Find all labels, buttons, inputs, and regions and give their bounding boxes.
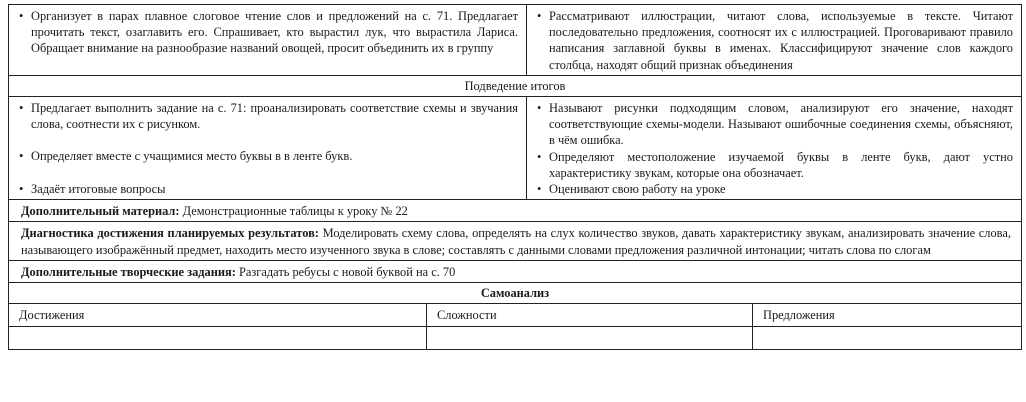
teacher-activity-cell: [9, 5, 527, 75]
bullet-icon: •: [537, 9, 542, 23]
list-item: [19, 8, 518, 57]
teacher-summary-cell: [9, 97, 527, 199]
list-item: [537, 181, 1013, 197]
extra-material-label: Дополнительный материал:: [21, 204, 180, 219]
difficulties-header: Сложности: [427, 304, 753, 326]
self-analysis-heading-row: [9, 282, 1021, 303]
difficulties-cell: [427, 327, 753, 349]
list-item: [19, 148, 518, 164]
self-analysis-empty-row: [9, 326, 1021, 349]
creative-tasks: [9, 261, 1021, 282]
bullet-icon: •: [19, 9, 24, 23]
diagnostics-row: [9, 221, 1021, 259]
teacher-summary-text-1: Предлагает выполнить задание на с. 71: проанализировать соответствие схемы и звучания слова, соотнести их с рисунком.: [31, 101, 518, 132]
achievements-header: Достижения: [9, 304, 427, 326]
diagnostics: [9, 222, 1021, 259]
teacher-activity-text: Организует в парах плавное слоговое чтение слов и предложений на с. 71. Предлагает прочитать текст, озаглавить его. Спрашивает, кто вырастил лук, что вырастила Лариса. Обращает внимание на разнообразие названий овощей, просит объединить их в группу: [31, 9, 518, 56]
suggestions-cell: [753, 327, 1021, 349]
student-summary-cell: [527, 97, 1021, 199]
bullet-icon: •: [19, 101, 24, 116]
student-summary-text-1: Называют рисунки подходящим словом, анализируют его значение, находят соответствующие схемы-модели. Называют ошибочные соединения схемы, объясняют, в чём ошибка.: [549, 101, 1013, 148]
student-activity-cell: [527, 5, 1021, 75]
extra-material-text: Демонстрационные таблицы к уроку № 22: [182, 204, 408, 219]
diagnostics-label: Диагностика достижения планируемых результатов:: [21, 226, 319, 241]
list-item: [19, 181, 518, 197]
lesson-plan-table: [8, 4, 1022, 350]
list-item: [537, 100, 1013, 149]
bullet-icon: •: [537, 149, 542, 164]
bullet-icon: •: [537, 182, 542, 197]
creative-tasks-label: Дополнительные творческие задания:: [21, 264, 236, 279]
achievements-cell: [9, 327, 427, 349]
creative-tasks-text: Разгадать ребусы с новой буквой на с. 70: [238, 264, 456, 279]
creative-tasks-row: [9, 260, 1021, 282]
diagnostics-text: Моделировать схему слова, определять на слух количество звуков, давать характеристику звукам, анализировать значение слова, называющего изображённый предмет, находить место изученного звука в слове; составлять с данными словами предложения различной интонации; читать слова по слогам: [21, 226, 1011, 257]
student-summary-text-3: Оценивают свою работу на уроке: [549, 182, 726, 197]
extra-material: [9, 200, 1021, 221]
student-activity-text: Рассматривают иллюстрации, читают слова, используемые в тексте. Читают последовательно предложения, соотносят их с иллюстрацией. Проговаривают правило написания заглавной буквы в именах. Классифицируют значение слов каждого столбца, находят общий признак объединения: [549, 9, 1013, 72]
list-item: [19, 100, 518, 132]
self-analysis-heading: Самоанализ: [480, 286, 550, 301]
summary-row: [9, 96, 1021, 199]
activity-row: [9, 5, 1021, 75]
bullet-icon: •: [19, 149, 24, 164]
suggestions-header: Предложения: [763, 308, 835, 323]
summary-heading-row: [9, 75, 1021, 96]
extra-material-row: [9, 199, 1021, 221]
self-analysis-header-row: [9, 303, 1021, 326]
student-summary-text-2: Определяют местоположение изучаемой буквы в ленте букв, дают устно характеристику звукам, которые она обозначает.: [549, 149, 1013, 180]
summary-heading: Подведение итогов: [464, 78, 566, 93]
teacher-summary-text-3: Задаёт итоговые вопросы: [31, 181, 166, 196]
teacher-summary-text-2: Определяет вместе с учащимися место буквы в в ленте букв.: [31, 149, 353, 164]
bullet-icon: •: [19, 181, 24, 196]
list-item: [537, 149, 1013, 181]
list-item: [537, 8, 1013, 73]
bullet-icon: •: [537, 101, 542, 116]
